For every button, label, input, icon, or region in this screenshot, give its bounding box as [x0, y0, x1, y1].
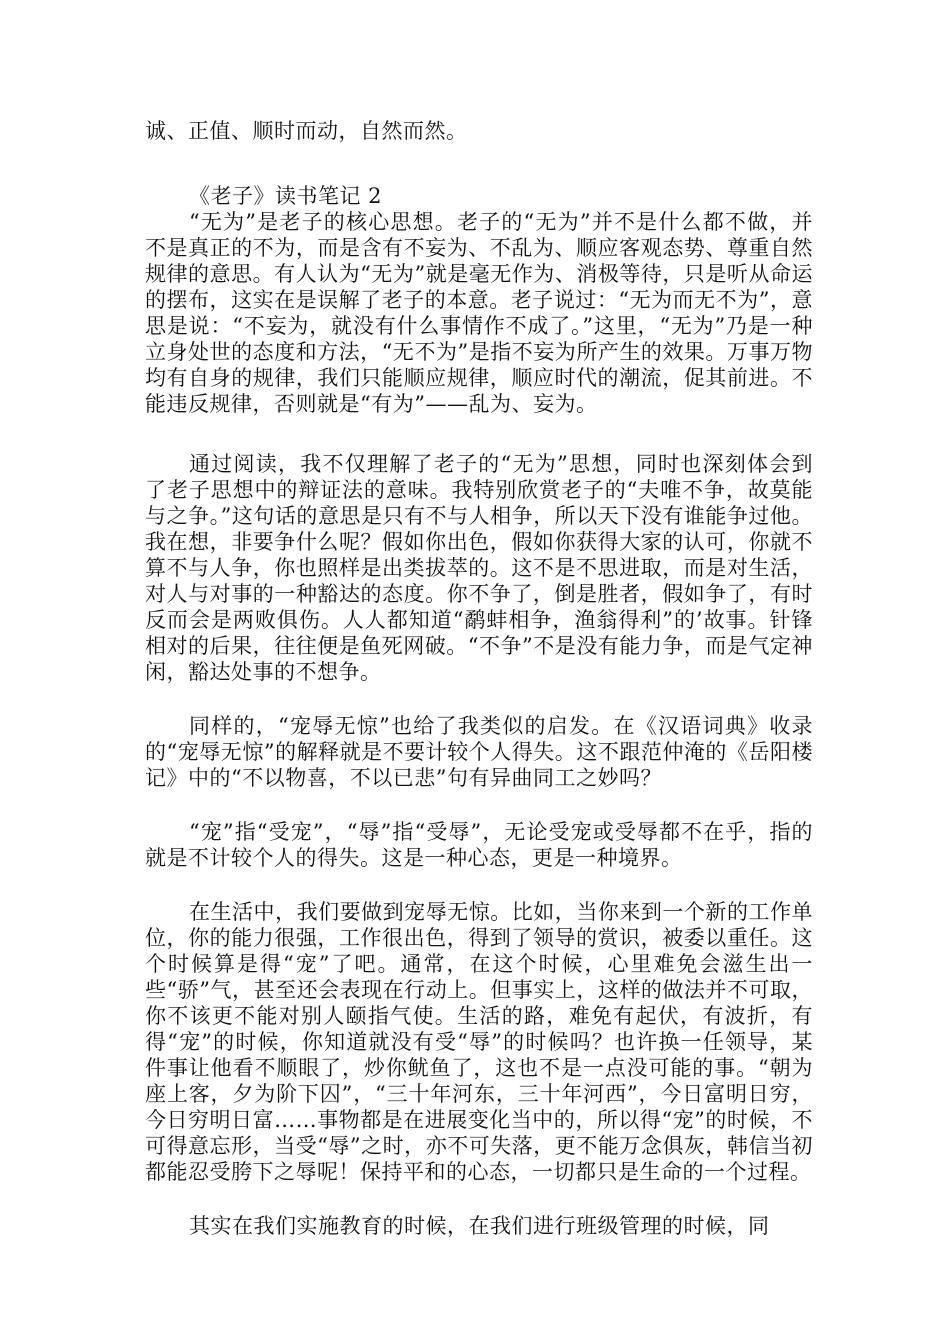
- paragraph-chongru-definition: “宠”指“受宠”，“辱”指“受辱”，无论受宠或受辱都不在乎，指的就是不计较个人的得失。这是一种心态，更是一种境界。: [145, 820, 813, 870]
- paragraph-chongru: 同样的，“宠辱无惊”也给了我类似的启发。在《汉语词典》收录的“宠辱无惊”的解释就是不要计较个人得失。这不跟范仲淹的《岳阳楼记》中的“不以物喜，不以已悲”句有异曲同工之妙吗？: [145, 714, 813, 790]
- paragraph-life-example: 在生活中，我们要做到宠辱无惊。比如，当你来到一个新的工作单位，你的能力很强，工作很出色，得到了领导的赏识，被委以重任。这个时候算是得“宠”了吧。通常，在这个时候，心里难免会滋生出一些“骄”气，甚至还会表现在行动上。但事实上，这样的做法并不可取，你不该更不能对别人颐指气使。生活的路，难免有起伏，有波折，有得“宠”的时候，你知道就没有受“辱”的时候吗？也许换一任领导，某件事让他看不顺眼了，炒你鱿鱼了，这也不是一点没可能的事。“朝为座上客，夕为阶下囚”，“三十年河东，三十年河西”，今日富明日穷，今日穷明日富……事物都是在进展变化当中的，所以得“宠”的时候，不可得意忘形，当受“辱”之时，亦不可失落，更不能万念俱灰，韩信当初都能忍受胯下之辱呢！保持平和的心态，一切都只是生命的一个过程。: [145, 900, 813, 1184]
- paragraph-buzheng: 通过阅读，我不仅理解了老子的“无为”思想，同时也深刻体会到了老子思想中的辩证法的意味。我特别欣赏老子的“夫唯不争，故莫能与之争。”这句话的意思是只有不与人相争，所以天下没有谁能争过他。我在想，非要争什么呢？假如你出色，假如你获得大家的认可，你就不算不与人争，你也照样是出类拔萃的。这不是不思进取，而是对生活，对人与对事的一种豁达的态度。你不争了，倒是胜者，假如争了，有时反而会是两败俱伤。人人都知道“鹬蚌相争，渔翁得利”的’故事。针锋相对的后果，往往便是鱼死网破。“不争”不是没有能力争，而是气定神闲，豁达处事的不想争。: [145, 452, 813, 684]
- continued-line: 诚、正值、顺时而动，自然而然。: [145, 119, 468, 143]
- paragraph-wuwei: “无为”是老子的核心思想。老子的“无为”并不是什么都不做，并不是真正的不为，而是含有不妄为、不乱为、顺应客观态势、尊重自然规律的意思。有人认为“无为”就是毫无作为、消极等待，只是听从命运的摆布，这实在是误解了老子的本意。老子说过：“无为而无不为”，意思是说：“不妄为，就没有什么事情作不成了。”这里，“无为”乃是一种立身处世的态度和方法，“无不为”是指不妄为所产生的效果。万事万物均有自身的规律，我们只能顺应规律，顺应时代的潮流，促其前进。不能违反规律，否则就是“有为”——乱为、妄为。: [145, 210, 813, 416]
- text-body: [145, 118, 813, 1267]
- section-heading: 《老子》读书笔记 2: [189, 184, 383, 208]
- paragraph-education: 其实在我们实施教育的时候，在我们进行班级管理的时候，同: [189, 1214, 770, 1238]
